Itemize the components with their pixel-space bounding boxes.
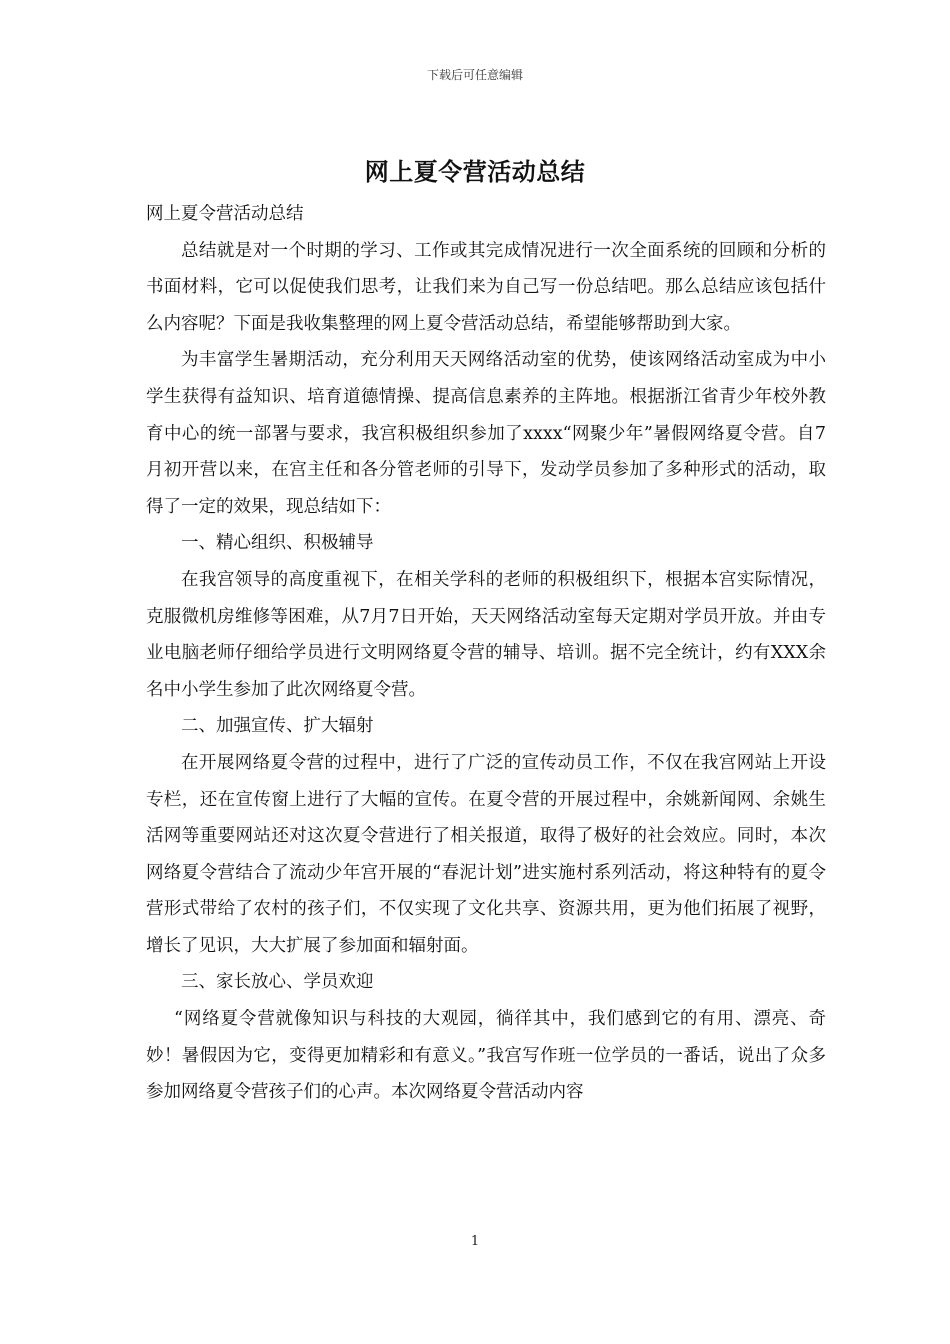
paragraph-intro: 总结就是对一个时期的学习、工作或其完成情况进行一次全面系统的回顾和分析的书面材料，它可以促使我们思考，让我们来为自己写一份总结吧。那么总结应该包括什么内容呢？下面是我收集整理的网上夏令营活动总结，希望能够帮助到大家。 xyxy=(146,240,826,334)
paragraph-section-2: 在开展网络夏令营的过程中，进行了广泛的宣传动员工作，不仅在我宫网站上开设专栏，还在宣传窗上进行了大幅的宣传。在夏令营的开展过程中，余姚新闻网、余姚生活网等重要网站还对这次夏令营进行了相关报道，取得了极好的社会效应。同时，本次网络夏令营结合了流动少年宫开展的“春泥计划”进实施村系列活动，将这种特有的夏令营形式带给了农村的孩子们，不仅实现了文化共享、资源共用，更为他们拓展了视野，增长了见识，大大扩展了参加面和辐射面。 xyxy=(146,752,826,956)
header-note: 下载后可任意编辑 xyxy=(426,68,523,82)
document-title: 网上夏令营活动总结 xyxy=(364,157,586,186)
paragraph-section-1: 在我宫领导的高度重视下，在相关学科的老师的积极组织下，根据本宫实际情况，克服微机房维修等困难，从7月7日开始，天天网络活动室每天定期对学员开放。并由专业电脑老师仔细给学员进行文明网络夏令营的辅导、培训。据不完全统计，约有XXX余名中小学生参加了此次网络夏令营。 xyxy=(146,569,826,700)
paragraph-background: 为丰富学生暑期活动，充分利用天天网络活动室的优势，使该网络活动室成为中小学生获得有益知识、培育道德情操、提高信息素养的主阵地。根据浙江省青少年校外教育中心的统一部署与要求，我宫积极组织参加了xxxx“网聚少年”暑假网络夏令营。自7月初开营以来，在宫主任和各分管老师的引导下，发动学员参加了多种形式的活动，取得了一定的效果，现总结如下： xyxy=(146,350,826,517)
section-heading-3: 三、家长放心、学员欢迎 xyxy=(181,972,374,993)
section-heading-1: 一、精心组织、积极辅导 xyxy=(181,533,374,554)
document-body xyxy=(146,196,826,1111)
section-heading-2: 二、加强宣传、扩大辐射 xyxy=(181,716,374,737)
page-number: 1 xyxy=(470,1234,480,1249)
paragraph-section-3: “网络夏令营就像知识与科技的大观园，徜徉其中，我们感到它的有用、漂亮、奇妙！暑假因为它，变得更加精彩和有意义。”我宫写作班一位学员的一番话，说出了众多参加网络夏令营孩子们的心声。本次网络夏令营活动内容 xyxy=(146,1009,826,1103)
subtitle-line: 网上夏令营活动总结 xyxy=(146,204,304,224)
